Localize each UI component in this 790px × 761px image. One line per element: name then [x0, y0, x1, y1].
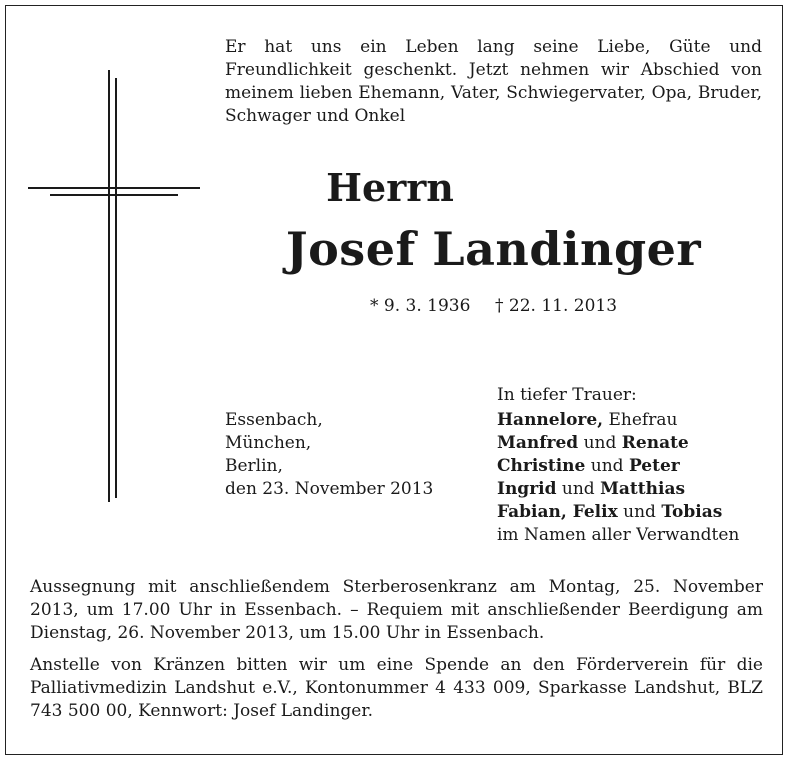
family-line: im Namen aller Verwandten: [497, 525, 740, 545]
donation-text: Anstelle von Kränzen bitten wir um eine Spende an den Förderverein für die Palliativmedizin Landshut e.V., Kontonummer 4 433 009, Sparkasse Landshut, BLZ 743 500 00, Kennwort: Josef Landinger.: [30, 655, 763, 721]
place-line: München,: [225, 433, 312, 453]
family-member: Hannelore,: [497, 410, 604, 430]
family-line: [497, 455, 739, 478]
family-member: Fabian, Felix: [497, 502, 618, 522]
birth-date: * 9. 3. 1936: [370, 296, 471, 316]
family-member: Tobias: [661, 502, 723, 522]
conjunction: und: [578, 433, 622, 453]
family-list: [497, 409, 739, 547]
intro-text: Er hat uns ein Leben lang seine Liebe, Güte und Freundlichkeit geschenkt. Jetzt nehmen wir Abschied von meinem lieben Ehemann, Vater, Schwiegervater, Opa, Bruder, Schwager und Onkel: [225, 37, 762, 126]
ceremony-text: Aussegnung mit anschließendem Sterberosenkranz am Montag, 25. November 2013, um 17.00 Uhr in Essenbach. – Requiem mit anschließender Beerdigung am Dienstag, 26. November 2013, um 15.00 Uhr in Essenbach.: [30, 577, 763, 643]
family-line: [497, 478, 739, 501]
salutation: Herrn: [326, 165, 454, 210]
relation: Ehefrau: [603, 410, 678, 430]
cross-icon: [28, 70, 208, 510]
family-member: Peter: [628, 456, 680, 476]
family-member: Renate: [621, 433, 689, 453]
family-member: Matthias: [600, 479, 686, 499]
place-line: Essenbach,: [225, 410, 323, 430]
family-member: Christine: [497, 456, 586, 476]
family-line: [497, 409, 739, 432]
family-member: Manfred: [497, 433, 579, 453]
family-member: Ingrid: [497, 479, 557, 499]
conjunction: und: [617, 502, 662, 522]
mourning-header: In tiefer Trauer:: [497, 385, 637, 405]
conjunction: und: [585, 456, 629, 476]
deceased-name: Josef Landinger: [285, 222, 702, 276]
place-line: Berlin,: [225, 456, 283, 476]
date-line: den 23. November 2013: [225, 479, 434, 499]
places-block: [225, 409, 433, 501]
family-line: [497, 432, 739, 455]
conjunction: und: [556, 479, 601, 499]
family-line: [497, 501, 739, 524]
death-date: † 22. 11. 2013: [495, 296, 618, 316]
